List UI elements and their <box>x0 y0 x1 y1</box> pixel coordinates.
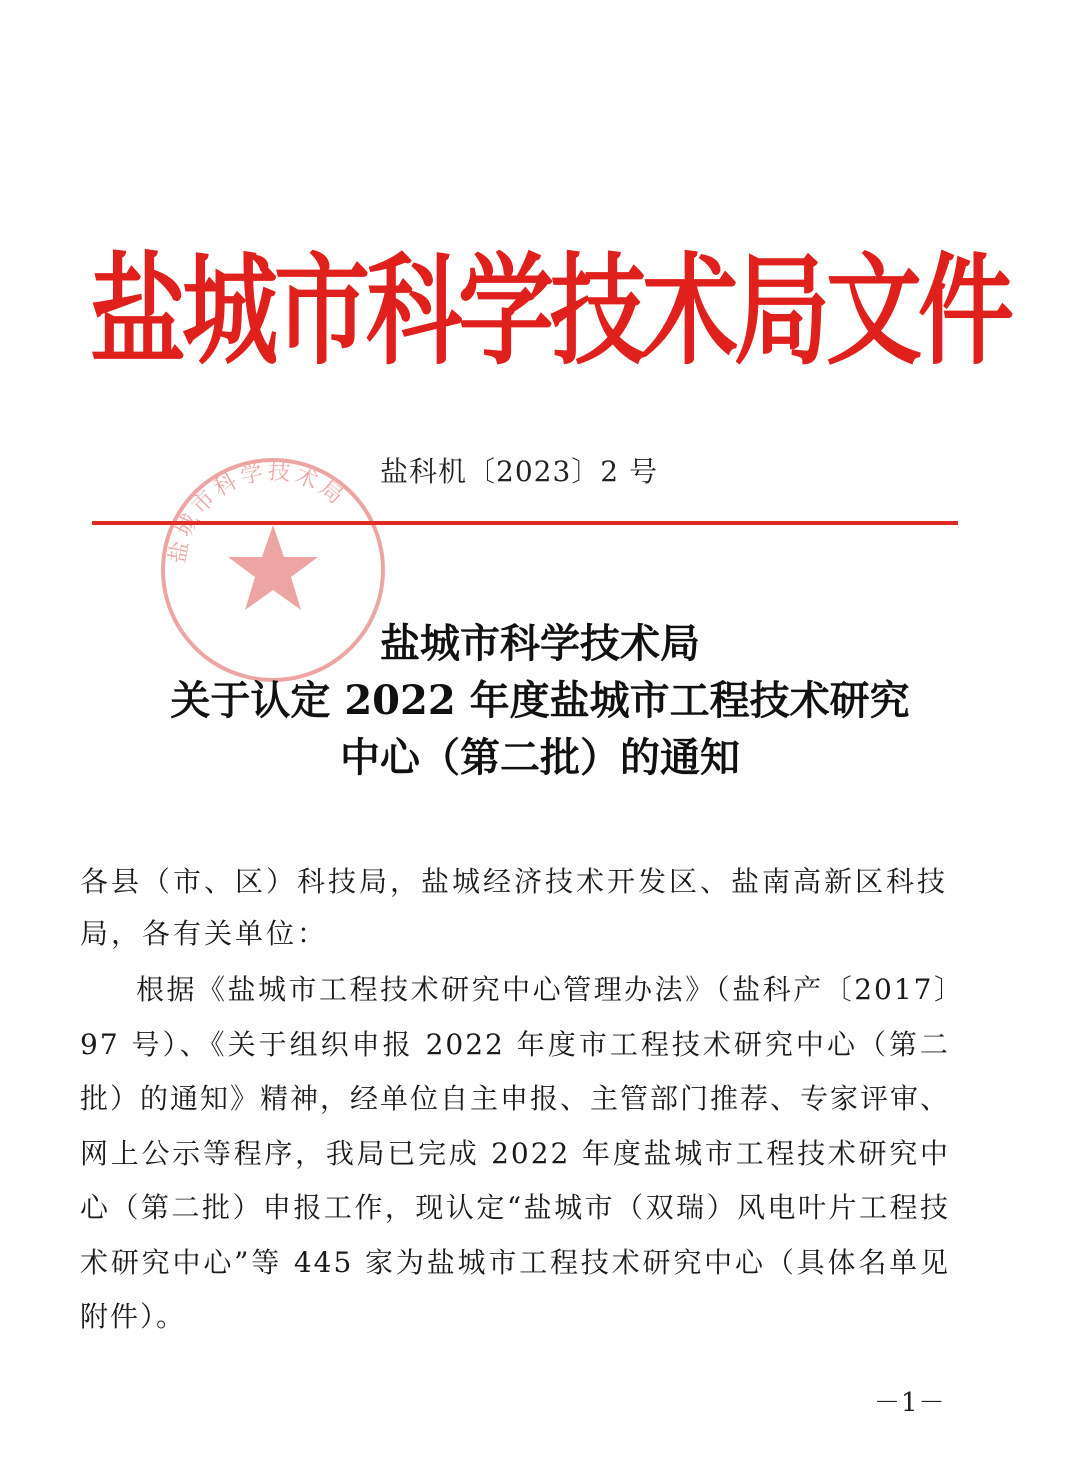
notice-title-line-1: 盐城市科学技术局 <box>380 620 700 667</box>
body-paragraph: 根据《盐城市工程技术研究中心管理办法》（盐科产〔2017〕97 号）、《关于组织申报 2022 年度市工程技术研究中心（第二批）的通知》精神，经单位自主申报、主管部门推荐、专家评审、网上公示等程序，我局已完成 2022 年度盐城市工程技术研究中心（第二批）申报工作，现认定“盐城市（双瑞）风电叶片工程技术研究中心”等 445 家为盐城市工程技术研究中心（具体名单见附件）。 <box>80 973 951 1333</box>
notice-title <box>60 615 1020 786</box>
svg-text:盐城市科学技术局: 盐城市科学技术局 <box>165 459 351 566</box>
page-number: －1－ <box>874 1388 946 1418</box>
recipients-salutation: 各县（市、区）科技局，盐城经济技术开发区、盐南高新区科技局，各有关单位： <box>80 865 949 950</box>
notice-title-line-2: 关于认定 2022 年度盐城市工程技术研究 <box>170 677 910 724</box>
notice-title-line-3: 中心（第二批）的通知 <box>340 734 740 781</box>
seal-star-icon <box>228 525 318 610</box>
document-number: 盐科机〔2023〕2 号 <box>380 455 658 488</box>
document-header-title: 盐城市科学技术局文件 <box>90 241 1010 382</box>
